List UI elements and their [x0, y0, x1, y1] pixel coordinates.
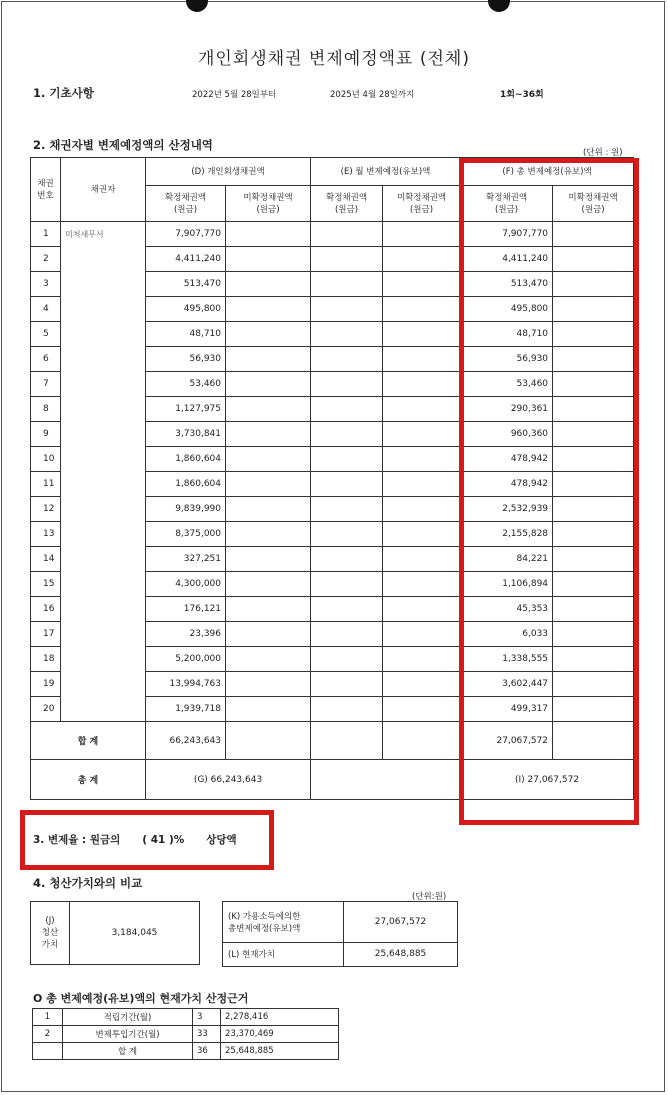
row-d-confirmed: 4,300,000: [146, 572, 226, 597]
row-d-unconfirmed: [226, 547, 311, 572]
row-e-confirmed: [311, 247, 383, 272]
sum-label: 합 계: [31, 722, 146, 760]
row-e-confirmed: [311, 597, 383, 622]
row-creditor: [61, 297, 146, 322]
row-no: 6: [31, 347, 61, 372]
unit-label: (단위 : 원): [583, 148, 623, 158]
row-e-unconfirmed: [383, 222, 461, 247]
basis-cell-d: 25,648,885: [221, 1043, 339, 1060]
basis-cell-c: 36: [193, 1043, 221, 1060]
row-f-confirmed: 1,106,894: [461, 572, 553, 597]
row-d-confirmed: 23,396: [146, 622, 226, 647]
row-creditor: [61, 672, 146, 697]
row-no: 3: [31, 272, 61, 297]
row-creditor: [61, 547, 146, 572]
document-title: 개인회생채권 변제예정액표 (전체): [198, 49, 470, 69]
present-value-table: [222, 901, 458, 967]
row-f-confirmed: 478,942: [461, 447, 553, 472]
row-e-confirmed: [311, 547, 383, 572]
row-e-unconfirmed: [383, 522, 461, 547]
header-d-confirmed: 확정채권액 (원금): [146, 186, 226, 222]
row-e-confirmed: [311, 522, 383, 547]
row-d-confirmed: 48,710: [146, 322, 226, 347]
row-creditor: [61, 372, 146, 397]
row-e-confirmed: [311, 322, 383, 347]
row-e-confirmed: [311, 347, 383, 372]
row-e-unconfirmed: [383, 547, 461, 572]
row-f-confirmed: 45,353: [461, 597, 553, 622]
row-creditor: [61, 272, 146, 297]
row-e-confirmed: [311, 622, 383, 647]
row-f-confirmed: 478,942: [461, 472, 553, 497]
row-d-confirmed: 4,411,240: [146, 247, 226, 272]
row-d-unconfirmed: [226, 347, 311, 372]
row-e-unconfirmed: [383, 572, 461, 597]
basis-cell-d: 23,370,469: [221, 1026, 339, 1043]
row-d-confirmed: 56,930: [146, 347, 226, 372]
compare-heading: 4. 청산가치와의 비교: [33, 876, 143, 890]
row-e-confirmed: [311, 422, 383, 447]
row-d-unconfirmed: [226, 672, 311, 697]
row-f-confirmed: 84,221: [461, 547, 553, 572]
basic-heading: 1. 기초사항: [33, 86, 94, 100]
row-d-unconfirmed: [226, 247, 311, 272]
row-f-confirmed: 6,033: [461, 622, 553, 647]
highlight-box-f-column: [459, 158, 639, 825]
row-no: 7: [31, 372, 61, 397]
row-e-unconfirmed: [383, 497, 461, 522]
row-e-unconfirmed: [383, 672, 461, 697]
row-f-confirmed: 960,360: [461, 422, 553, 447]
row-no: 12: [31, 497, 61, 522]
header-no: 채권 번호: [31, 158, 61, 222]
row-creditor: [61, 522, 146, 547]
row-no: 11: [31, 472, 61, 497]
row-d-unconfirmed: [226, 622, 311, 647]
row-d-unconfirmed: [226, 497, 311, 522]
row-e-confirmed: [311, 672, 383, 697]
row-e-unconfirmed: [383, 447, 461, 472]
k-label: (K) 가용소득에의한 총변제예정(유보)액: [223, 902, 344, 943]
basis-cell-a: 2: [33, 1026, 63, 1043]
row-e-unconfirmed: [383, 622, 461, 647]
row-d-confirmed: 1,939,718: [146, 697, 226, 722]
row-d-confirmed: 5,200,000: [146, 647, 226, 672]
row-e-unconfirmed: [383, 322, 461, 347]
row-no: 15: [31, 572, 61, 597]
row-f-confirmed: 53,460: [461, 372, 553, 397]
row-creditor: [61, 322, 146, 347]
total-i: (I) 27,067,572: [461, 760, 634, 800]
row-d-unconfirmed: [226, 422, 311, 447]
basis-table: [32, 1008, 339, 1060]
row-creditor: [61, 422, 146, 447]
basis-cell-c: 3: [193, 1009, 221, 1026]
row-d-unconfirmed: [226, 397, 311, 422]
row-e-unconfirmed: [383, 697, 461, 722]
period-end: 2025년 4월 28일까지: [330, 90, 415, 100]
total-label: 총 계: [31, 760, 146, 800]
row-f-confirmed: 48,710: [461, 322, 553, 347]
row-d-unconfirmed: [226, 447, 311, 472]
row-e-unconfirmed: [383, 397, 461, 422]
row-d-unconfirmed: [226, 272, 311, 297]
row-creditor: [61, 647, 146, 672]
header-e-confirmed: 확정채권액 (원금): [311, 186, 383, 222]
header-f: (F) 총 변제예정(유보)액: [461, 158, 634, 186]
row-d-unconfirmed: [226, 472, 311, 497]
basis-cell-b: 변제투입기간(월): [63, 1026, 193, 1043]
row-d-unconfirmed: [226, 372, 311, 397]
row-d-confirmed: 7,907,770: [146, 222, 226, 247]
total-g: (G) 66,243,643: [146, 760, 311, 800]
row-d-confirmed: 1,860,604: [146, 447, 226, 472]
row-no: 16: [31, 597, 61, 622]
row-f-confirmed: 499,317: [461, 697, 553, 722]
row-d-confirmed: 1,127,975: [146, 397, 226, 422]
row-e-confirmed: [311, 697, 383, 722]
repayment-rate: 3. 변제율 : 원금의 ( 41 )% 상당액: [33, 834, 237, 846]
row-no: 9: [31, 422, 61, 447]
row-no: 14: [31, 547, 61, 572]
row-d-confirmed: 513,470: [146, 272, 226, 297]
header-e-unconfirmed: 미확정채권액 (원금): [383, 186, 461, 222]
row-f-confirmed: 513,470: [461, 272, 553, 297]
row-creditor: [61, 397, 146, 422]
row-creditor: [61, 572, 146, 597]
basis-cell-c: 33: [193, 1026, 221, 1043]
header-d-unconfirmed: 미확정채권액 (원금): [226, 186, 311, 222]
header-f-confirmed: 확정채권액 (원금): [461, 186, 553, 222]
header-f-unconfirmed: 미확정채권액 (원금): [553, 186, 634, 222]
row-f-confirmed: 3,602,447: [461, 672, 553, 697]
row-f-confirmed: 1,338,555: [461, 647, 553, 672]
row-d-unconfirmed: [226, 597, 311, 622]
row-e-unconfirmed: [383, 372, 461, 397]
row-d-unconfirmed: [226, 647, 311, 672]
row-creditor: [61, 697, 146, 722]
row-creditor: [61, 597, 146, 622]
compare-unit: (단위:원): [412, 892, 447, 902]
row-f-confirmed: 4,411,240: [461, 247, 553, 272]
row-e-unconfirmed: [383, 297, 461, 322]
row-f-confirmed: 7,907,770: [461, 222, 553, 247]
row-e-confirmed: [311, 572, 383, 597]
row-e-unconfirmed: [383, 347, 461, 372]
row-no: 8: [31, 397, 61, 422]
row-e-confirmed: [311, 647, 383, 672]
row-f-confirmed: 495,800: [461, 297, 553, 322]
row-e-confirmed: [311, 372, 383, 397]
row-creditor: [61, 247, 146, 272]
row-e-confirmed: [311, 222, 383, 247]
row-e-unconfirmed: [383, 597, 461, 622]
row-f-confirmed: 56,930: [461, 347, 553, 372]
row-no: 19: [31, 672, 61, 697]
row-e-unconfirmed: [383, 472, 461, 497]
row-no: 10: [31, 447, 61, 472]
header-d: (D) 개인회생채권액: [146, 158, 311, 186]
basis-cell-a: [33, 1043, 63, 1060]
row-creditor: [61, 472, 146, 497]
row-f-confirmed: 2,155,828: [461, 522, 553, 547]
l-value: 25,648,885: [344, 942, 458, 966]
basis-cell-a: 1: [33, 1009, 63, 1026]
row-e-unconfirmed: [383, 272, 461, 297]
basis-heading: O 총 변제예정(유보)액의 현재가치 산정근거: [33, 992, 249, 1005]
basis-cell-b: 합 계: [63, 1043, 193, 1060]
l-label: (L) 현재가치: [223, 942, 344, 966]
row-e-confirmed: [311, 447, 383, 472]
row-d-unconfirmed: [226, 522, 311, 547]
sum-f: 27,067,572: [461, 722, 553, 760]
row-d-unconfirmed: [226, 572, 311, 597]
row-d-confirmed: 327,251: [146, 547, 226, 572]
row-no: 2: [31, 247, 61, 272]
row-no: 5: [31, 322, 61, 347]
row-e-confirmed: [311, 397, 383, 422]
row-d-unconfirmed: [226, 297, 311, 322]
row-e-unconfirmed: [383, 422, 461, 447]
row-no: 13: [31, 522, 61, 547]
row-creditor: [61, 622, 146, 647]
row-no: 4: [31, 297, 61, 322]
header-e: (E) 월 변제예정(유보)액: [311, 158, 461, 186]
row-creditor: 미처새무서: [61, 222, 146, 247]
row-d-confirmed: 8,375,000: [146, 522, 226, 547]
row-e-confirmed: [311, 297, 383, 322]
row-no: 17: [31, 622, 61, 647]
row-d-unconfirmed: [226, 222, 311, 247]
row-d-confirmed: 176,121: [146, 597, 226, 622]
row-d-confirmed: 9,839,990: [146, 497, 226, 522]
row-e-unconfirmed: [383, 247, 461, 272]
basis-row: [33, 1043, 339, 1060]
row-e-confirmed: [311, 497, 383, 522]
rounds: 1회~36회: [500, 90, 544, 100]
sum-d: 66,243,643: [146, 722, 226, 760]
j-label: (J) 청산 가치: [31, 902, 70, 965]
basis-cell-d: 2,278,416: [221, 1009, 339, 1026]
k-value: 27,067,572: [344, 902, 458, 943]
row-creditor: [61, 447, 146, 472]
j-value: 3,184,045: [70, 902, 200, 965]
row-d-confirmed: 13,994,763: [146, 672, 226, 697]
header-name: 채권자: [61, 158, 146, 222]
row-f-confirmed: 290,361: [461, 397, 553, 422]
creditors-heading: 2. 채권자별 변제예정액의 산정내역: [33, 138, 213, 152]
row-no: 1: [31, 222, 61, 247]
row-no: 20: [31, 697, 61, 722]
row-e-confirmed: [311, 472, 383, 497]
row-creditor: [61, 347, 146, 372]
liquidation-value-table: [30, 901, 200, 965]
row-creditor: [61, 497, 146, 522]
row-f-confirmed: 2,532,939: [461, 497, 553, 522]
row-d-unconfirmed: [226, 697, 311, 722]
basis-row: [33, 1026, 339, 1043]
basis-row: [33, 1009, 339, 1026]
row-e-confirmed: [311, 272, 383, 297]
basis-cell-b: 적립기간(월): [63, 1009, 193, 1026]
row-d-unconfirmed: [226, 322, 311, 347]
row-d-confirmed: 3,730,841: [146, 422, 226, 447]
row-d-confirmed: 1,860,604: [146, 472, 226, 497]
row-no: 18: [31, 647, 61, 672]
period-start: 2022년 5월 28일부터: [192, 90, 277, 100]
row-d-confirmed: 495,800: [146, 297, 226, 322]
row-d-confirmed: 53,460: [146, 372, 226, 397]
row-e-unconfirmed: [383, 647, 461, 672]
